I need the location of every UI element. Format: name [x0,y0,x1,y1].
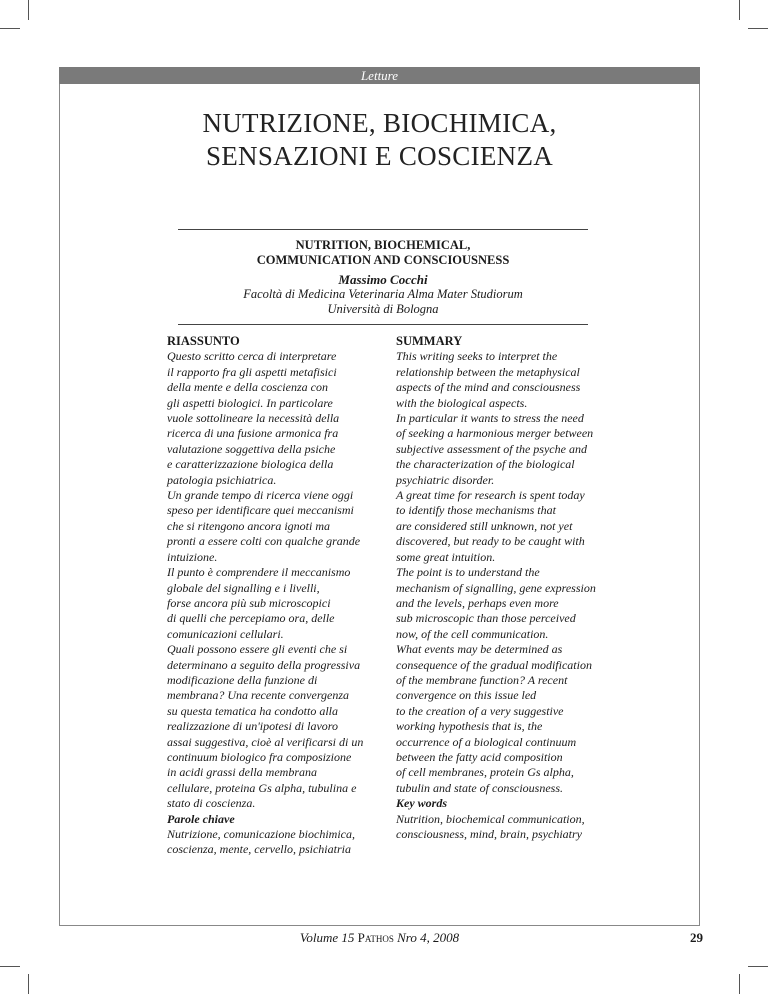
abstract-line: globale del signalling e i livelli, [167,580,320,595]
crop-mark [748,28,768,29]
english-abstract [396,334,594,842]
keywords-heading: Key words [396,796,447,811]
abstract-line: realizzazione di un'ipotesi di lavoro [167,719,339,734]
crop-mark [748,966,768,967]
footer-journal: Pathos [357,930,394,945]
article-title [59,107,700,173]
abstract-line: patologia psichiatrica. [167,472,277,487]
abstract-line: cellulare, proteina Gs alpha, tubulina e [167,780,357,795]
abstract-line: some great intuition. [396,549,496,564]
abstract-line: mechanism of signalling, gene expression [396,580,596,595]
abstract-line: consequence of the gradual modification [396,657,592,672]
abstract-line: che si ritengono ancora ignoti ma [167,518,330,533]
page-frame [59,67,700,926]
abstract-line: between the fatty acid composition [396,749,563,764]
abstract-line: di quelli che percepiamo ora, delle [167,611,335,626]
abstract-line: valutazione soggettiva della psiche [167,441,336,456]
divider [178,324,588,325]
abstract-line: speso per identificare quei meccanismi [167,503,354,518]
title-line: SENSAZIONI E COSCIENZA [205,141,554,171]
abstract-line: working hypothesis that is, the [396,719,543,734]
keywords-line: consciousness, mind, brain, psychiatry [396,827,582,841]
abstract-line: the characterization of the biological [396,457,575,472]
abstract-line: to the creation of a very suggestive [396,703,564,718]
keywords-line: Nutrizione, comunicazione biochimica, [167,827,355,841]
abstract-line: are considered still unknown, not yet [396,518,573,533]
english-title-line: NUTRITION, BIOCHEMICAL, [295,238,471,252]
crop-mark [0,28,20,29]
abstract-line: assai suggestiva, cioè al verificarsi di un [167,734,364,749]
crop-mark [28,974,29,994]
keywords-line: coscienza, mente, cervello, psichiatria [167,842,351,857]
abstract-line: in acidi grassi della membrana [167,765,317,780]
abstract-line: This writing seeks to interpret the [396,349,558,364]
abstract-line: pronti a essere colti con qualche grande [167,534,361,549]
section-label: Letture [59,67,700,84]
abstract-line: occurrence of a biological continuum [396,734,577,749]
footer-issue: Nro 4, 2008 [397,930,460,945]
abstract-line: forse ancora più sub microscopici [167,595,331,610]
crop-mark [28,0,29,20]
abstract-line: della mente e della coscienza con [167,380,328,395]
abstract-line: of cell membranes, protein Gs alpha, [396,765,574,780]
abstract-line: Quali possono essere gli eventi che si [167,642,348,657]
abstract-line: of seeking a harmonious merger between [396,426,594,441]
title-line: NUTRIZIONE, BIOCHIMICA, [202,108,557,138]
page-number: 29 [690,930,703,945]
crop-mark [739,974,740,994]
abstract-line: In particular it wants to stress the need [396,411,584,426]
abstract-line: relationship between the metaphysical [396,364,580,379]
abstract-line: gli aspetti biologici. In particolare [167,395,333,410]
abstract-line: sub microscopic than those perceived [396,611,576,626]
abstract-line: aspects of the mind and consciousness [396,380,581,395]
english-title-line: COMMUNICATION AND CONSCIOUSNESS [256,253,510,267]
crop-mark [0,966,20,967]
abstract-line: Questo scritto cerca di interpretare [167,349,337,364]
abstract-line: su questa tematica ha condotto alla [167,703,338,718]
affiliation [178,287,588,317]
italian-abstract [167,334,365,858]
abstract-line: A great time for research is spent today [396,488,585,503]
abstract-line: comunicazioni cellulari. [167,626,284,641]
keywords-heading: Parole chiave [167,811,235,826]
abstract-line: Il punto è comprendere il meccanismo [167,565,351,580]
author-name: Massimo Cocchi [338,272,428,287]
affiliation-line: Università di Bologna [327,302,439,316]
crop-mark [739,0,740,20]
abstract-line: with the biological aspects. [396,395,528,410]
abstract-line: e caratterizzazione biologica della [167,457,334,472]
abstract-line: membrana? Una recente convergenza [167,688,350,703]
abstract-line: ricerca di una fusione armonica fra [167,426,339,441]
keywords-line: Nutrition, biochemical communication, [396,811,585,826]
abstract-line: continuum biologico fra composizione [167,749,352,764]
journal-footer [59,930,700,946]
abstract-line: subjective assessment of the psyche and [396,441,587,456]
abstract-line: vuole sottolineare la necessità della [167,411,340,426]
english-title [178,238,588,268]
abstract-heading: RIASSUNTO [167,334,240,348]
abstract-line: modificazione della funzione di [167,672,318,687]
abstract-line: convergence on this issue led [396,688,537,703]
abstract-line: intuizione. [167,549,218,564]
affiliation-line: Facoltà di Medicina Veterinaria Alma Mater Studiorum [243,287,523,301]
abstract-line: and the levels, perhaps even more [396,595,559,610]
abstract-line: tubulin and state of consciousness. [396,780,563,795]
abstract-line: determinano a seguito della progressiva [167,657,361,672]
abstract-line: of the membrane function? A recent [396,672,568,687]
summary-heading: SUMMARY [396,334,463,348]
abstract-line: The point is to understand the [396,565,540,580]
footer-volume: Volume 15 [299,930,355,945]
abstract-line: Un grande tempo di ricerca viene oggi [167,488,354,503]
abstract-line: il rapporto fra gli aspetti metafisici [167,364,337,379]
divider [178,229,588,230]
abstract-line: now, of the cell communication. [396,626,549,641]
abstract-line: to identify those mechanisms that [396,503,556,518]
abstract-line: discovered, but ready to be caught with [396,534,585,549]
abstract-line: What events may be determined as [396,642,563,657]
abstract-line: psychiatric disorder. [396,472,495,487]
abstract-line: stato di coscienza. [167,796,256,811]
